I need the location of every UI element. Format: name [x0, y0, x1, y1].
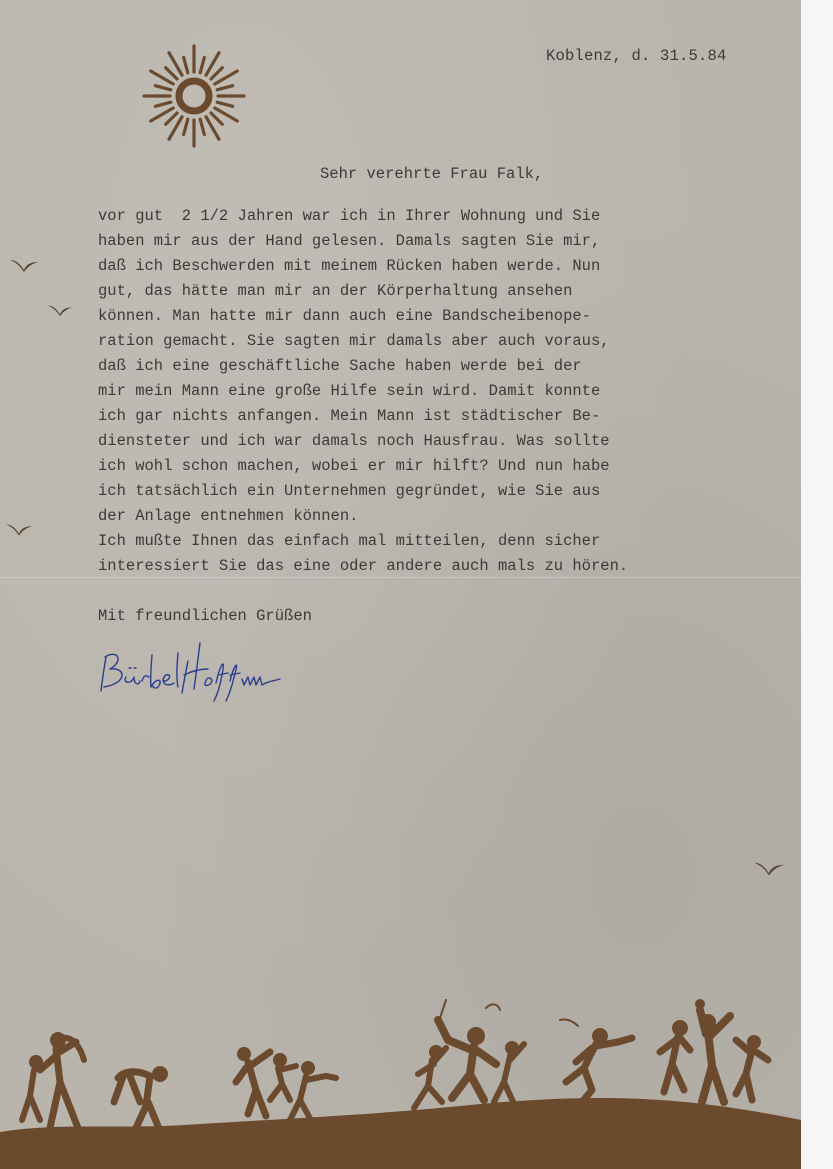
paper-fold-line	[0, 577, 801, 578]
sun-ray	[200, 119, 204, 134]
body-line: vor gut 2 1/2 Jahren war ich in Ihrer Wohnung und Sie	[98, 207, 601, 225]
dancing-children-silhouette	[0, 990, 801, 1169]
sun-ray	[184, 57, 188, 72]
sun-ray	[166, 113, 177, 124]
sun-ray	[166, 68, 177, 79]
scan-margin	[801, 0, 833, 1169]
body-line: haben mir aus der Hand gelesen. Damals sagten Sie mir,	[98, 232, 601, 250]
letter-body	[98, 204, 698, 579]
signature	[96, 635, 286, 705]
sun-ray	[217, 102, 232, 106]
body-line: Ich mußte Ihnen das einfach mal mitteilen, denn sicher	[98, 532, 601, 550]
body-line: interessiert Sie das eine oder andere auch mals zu hören.	[98, 557, 629, 575]
body-line: gut, das hätte man mir an der Körperhaltung ansehen	[98, 282, 573, 300]
body-line: ich gar nichts anfangen. Mein Mann ist städtischer Be-	[98, 407, 601, 425]
sun-ray	[211, 113, 222, 124]
sun-ray	[217, 86, 232, 90]
body-line: daß ich eine geschäftliche Sache haben werde bei der	[98, 357, 582, 375]
salutation: Sehr verehrte Frau Falk,	[320, 165, 544, 183]
body-line: ich wohl schon machen, wobei er mir hilft? Und nun habe	[98, 457, 610, 475]
sun-ray	[155, 86, 170, 90]
sun-ray	[211, 68, 222, 79]
body-line: der Anlage entnehmen können.	[98, 507, 359, 525]
closing: Mit freundlichen Grüßen	[98, 607, 312, 625]
body-line: daß ich Beschwerden mit meinem Rücken haben werde. Nun	[98, 257, 601, 275]
body-line: ich tatsächlich ein Unternehmen gegründet, wie Sie aus	[98, 482, 601, 500]
sun-ray	[200, 57, 204, 72]
body-line: mir mein Mann eine große Hilfe sein wird. Damit konnte	[98, 382, 601, 400]
bird-icon	[752, 858, 786, 878]
sun-ray	[184, 119, 188, 134]
body-line: können. Man hatte mir dann auch eine Bandscheibenope-	[98, 307, 591, 325]
letter-date: Koblenz, d. 31.5.84	[546, 47, 727, 65]
body-line: ration gemacht. Sie sagten mir damals aber auch voraus,	[98, 332, 610, 350]
bird-icon	[4, 520, 34, 538]
bird-icon	[46, 302, 74, 318]
bird-icon	[8, 256, 40, 274]
sun-ray	[155, 102, 170, 106]
sun-icon	[140, 42, 248, 150]
body-line: diensteter und ich war damals noch Hausfrau. Was sollte	[98, 432, 610, 450]
